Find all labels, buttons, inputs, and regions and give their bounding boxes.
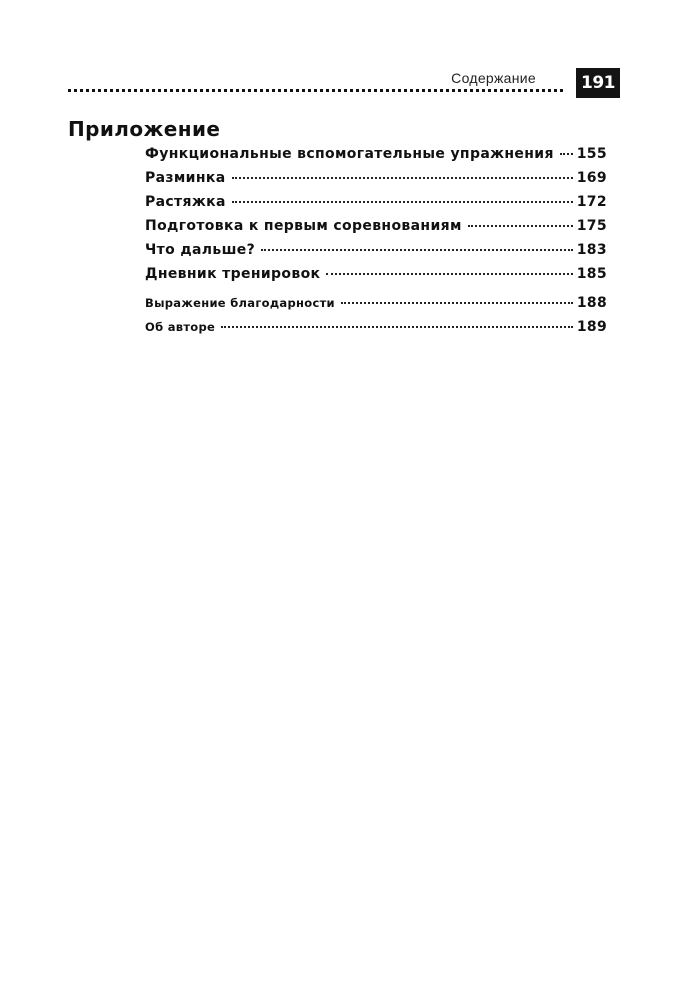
toc-entry-label: Дневник тренировок [145,266,321,282]
toc-entry[interactable] [145,319,607,343]
toc-entry-page: 172 [576,194,607,210]
toc-entry[interactable] [145,295,607,319]
toc-entry[interactable] [145,194,607,218]
toc-entry-page: 185 [576,266,607,282]
toc-dot-leader [326,273,572,275]
toc-dot-leader [221,326,573,328]
toc-entry[interactable] [145,170,607,194]
toc-entry-label: Выражение благодарности [145,296,335,310]
toc-entry[interactable] [145,242,607,266]
toc-dot-leader [261,249,573,251]
toc-entry-label: Растяжка [145,194,226,210]
toc-entry[interactable] [145,266,607,290]
running-head-title: Содержание [451,70,536,86]
page-number-badge: 191 [576,68,620,98]
toc-entry-label: Разминка [145,170,226,186]
toc-entry-label: Подготовка к первым соревнованиям [145,218,462,234]
section-heading: Приложение [68,117,221,141]
running-head-dotted-rule [68,89,563,92]
running-head [68,68,620,98]
toc-entry-page: 189 [576,319,607,335]
toc-entry-page: 175 [576,218,607,234]
toc-secondary-list [145,295,607,343]
toc-dot-leader [560,153,573,155]
toc-entry[interactable] [145,218,607,242]
toc-dot-leader [232,201,573,203]
toc-main-list [145,146,607,290]
toc-dot-leader [468,225,573,227]
toc-entry-page: 169 [576,170,607,186]
toc-entry-label: Об авторе [145,320,216,334]
toc-entry-page: 183 [576,242,607,258]
toc-entry[interactable] [145,146,607,170]
toc-entry-page: 155 [576,146,607,162]
toc-dot-leader [341,302,573,304]
toc-entry-page: 188 [576,295,607,311]
toc-entry-label: Что дальше? [145,242,256,258]
toc-entry-label: Функциональные вспомогательные упражнения [145,146,554,162]
toc-dot-leader [232,177,573,179]
